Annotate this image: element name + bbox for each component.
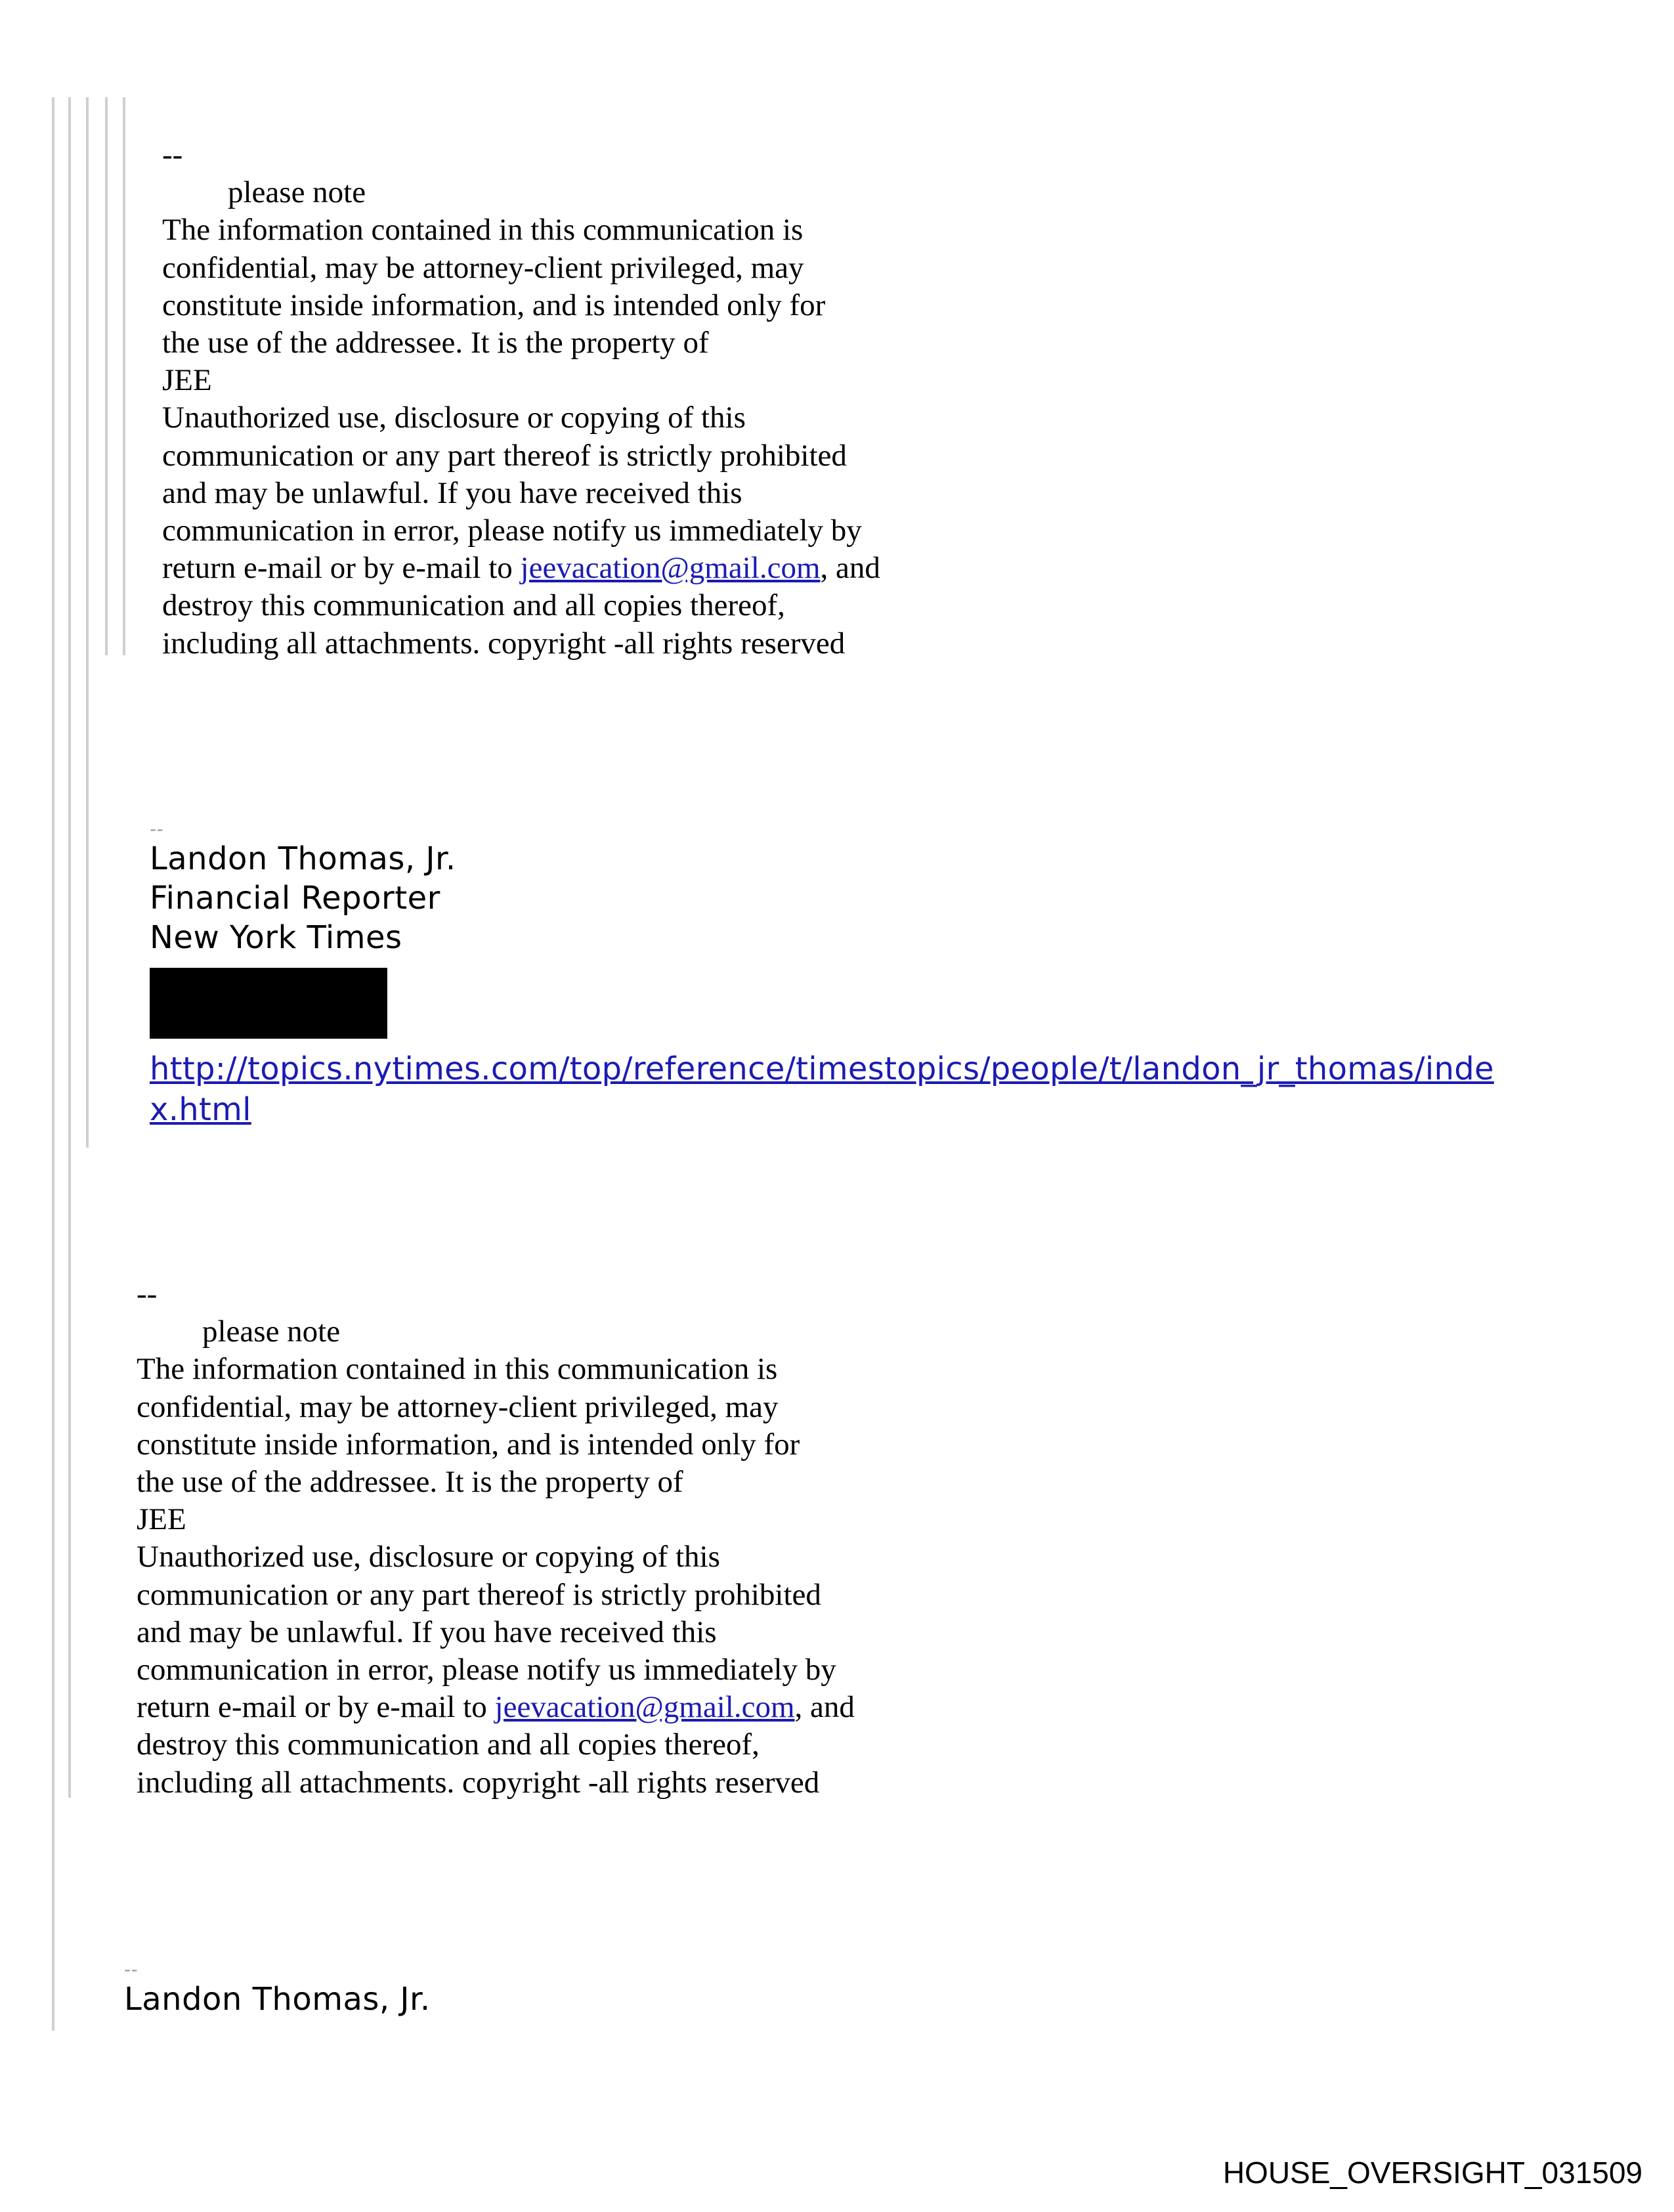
- disclaimer-line: the use of the addressee. It is the property of: [162, 326, 709, 360]
- email-link[interactable]: jeevacation@gmail.com: [494, 1690, 795, 1725]
- disclaimer-line: and may be unlawful. If you have received this: [137, 1615, 717, 1649]
- disclaimer-line: The information contained in this communication is: [162, 213, 804, 248]
- disclaimer-block-1: [162, 137, 880, 662]
- disclaimer-line: confidential, may be attorney-client privileged, may: [162, 250, 804, 285]
- profile-url-line-1: http://topics.nytimes.com/top/reference/timestopics/people/t/landon_jr_thomas/inde: [150, 1051, 1494, 1087]
- quote-bar-level-3: [86, 97, 89, 1148]
- disclaimer-line: communication in error, please notify us immediately by: [162, 513, 862, 548]
- signature-block-2: [124, 1960, 431, 2019]
- disclaimer-email-line: [137, 1689, 855, 1726]
- quote-bar-level-2: [68, 97, 71, 1798]
- profile-url-line-2: x.html: [150, 1091, 251, 1128]
- disclaimer-heading: please note: [228, 175, 366, 210]
- disclaimer-block-2: [137, 1276, 855, 1802]
- disclaimer-line: JEE: [162, 363, 212, 398]
- email-line-prefix: return e-mail or by e-mail to: [162, 551, 521, 586]
- signature-block-1: [150, 819, 456, 957]
- disclaimer-line: communication in error, please notify us immediately by: [137, 1653, 836, 1687]
- email-line-suffix: , and: [820, 551, 880, 586]
- signature-title: Financial Reporter: [150, 880, 440, 917]
- redaction-box: [150, 968, 387, 1039]
- disclaimer-line: destroy this communication and all copies thereof,: [137, 1727, 760, 1762]
- disclaimer-line: including all attachments. copyright -all rights reserved: [162, 626, 846, 661]
- quote-bar-level-5: [123, 97, 125, 655]
- signature-name: Landon Thomas, Jr.: [150, 840, 456, 877]
- signature-separator: --: [150, 818, 164, 840]
- bates-number: HOUSE_OVERSIGHT_031509: [1222, 2156, 1642, 2190]
- disclaimer-line: The information contained in this communication is: [137, 1352, 778, 1387]
- disclaimer-line: communication or any part thereof is strictly prohibited: [162, 438, 847, 473]
- disclaimer-line: the use of the addressee. It is the property of: [137, 1465, 683, 1500]
- disclaimer-line: and may be unlawful. If you have received this: [162, 475, 742, 510]
- signature-organization: New York Times: [150, 919, 402, 956]
- email-line-prefix: return e-mail or by e-mail to: [137, 1690, 495, 1725]
- signature-name: Landon Thomas, Jr.: [124, 1981, 431, 2018]
- disclaimer-email-line: [162, 550, 880, 587]
- email-line-suffix: , and: [794, 1690, 855, 1725]
- disclaimer-line: Unauthorized use, disclosure or copying of this: [162, 401, 746, 435]
- email-link[interactable]: jeevacation@gmail.com: [520, 551, 821, 586]
- profile-url-link[interactable]: [150, 1049, 1494, 1130]
- disclaimer-dashes: --: [137, 1277, 158, 1311]
- signature-separator: --: [124, 1959, 139, 1980]
- quote-bar-level-4: [105, 97, 108, 655]
- disclaimer-line: JEE: [137, 1502, 186, 1537]
- disclaimer-line: communication or any part thereof is strictly prohibited: [137, 1577, 821, 1612]
- disclaimer-dashes: --: [162, 138, 183, 172]
- quote-bar-level-1: [52, 97, 54, 2031]
- disclaimer-heading: please note: [202, 1314, 341, 1349]
- disclaimer-line: destroy this communication and all copies thereof,: [162, 588, 785, 623]
- disclaimer-line: including all attachments. copyright -all rights reserved: [137, 1765, 820, 1800]
- disclaimer-line: constitute inside information, and is intended only for: [137, 1427, 800, 1462]
- disclaimer-line: confidential, may be attorney-client privileged, may: [137, 1389, 779, 1424]
- disclaimer-line: Unauthorized use, disclosure or copying of this: [137, 1540, 720, 1574]
- disclaimer-line: constitute inside information, and is intended only for: [162, 288, 826, 322]
